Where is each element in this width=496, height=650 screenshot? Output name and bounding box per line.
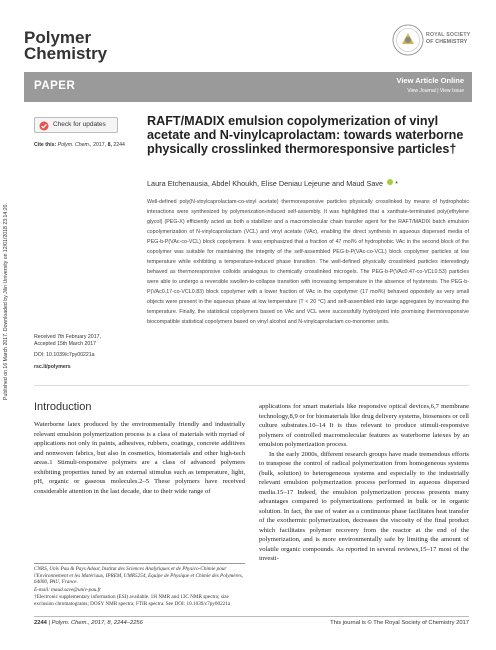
cite-year: 2017, [93, 142, 107, 148]
page-footer-left [34, 620, 143, 626]
journal-title-line1: Polymer [24, 28, 92, 47]
affiliation-note: CNRS, Univ Pau & Pays Adour, Institut des Sciences Analytiques et de Physico-Chimie pour l'Environnement et les Matériaux, IPREM, UMR5254, Equipe de Physique et Chimie des Polymères, 64000, PAU, France. [34, 566, 244, 585]
email-note[interactable]: E-mail: maud.save@univ-pau.fr [34, 586, 102, 593]
rsc-seal-icon [392, 24, 424, 56]
rsc-wordmark-line2: OF CHEMISTRY [426, 38, 468, 45]
section-bar [24, 72, 472, 102]
check-updates-icon [39, 121, 49, 131]
cite-volume: 8, [107, 142, 112, 148]
cite-label: Cite this: [34, 142, 57, 148]
footnotes [34, 566, 245, 608]
intro-paragraph-3: In the early 2000s, different research groups have made tremendous efforts to transpose the control of radical polymerization from homogeneous systems (bulk, solution) to heterogeneous systems and especially to the industrially relevant emulsion polymerization process performed in aqueous dispersed media.15–17 Indeed, the emulsion polymerization process presents many advantages compared to polymerizations performed in bulk or in organic solution. In fact, the use of water as a continuous phase facilitates heat transfer of the exothermic polymerization, decreases the viscosity of the final product which facilitates polymer recovery from the reactor at the end of the polymerization, and is more environmentally safe by limiting the amount of volatile organic compounds. As reported in several reviews,15–17 most of the investi- [259, 450, 469, 562]
corresponding-mark: * [395, 179, 399, 188]
cite-pages: 2244 [113, 142, 125, 148]
journal-title-line2: Chemistry [24, 44, 108, 63]
received-accepted [34, 334, 134, 347]
section-divider [34, 385, 469, 386]
journal-title [24, 30, 107, 62]
orcid-icon[interactable] [387, 179, 393, 185]
section-label: PAPER [34, 80, 76, 92]
accepted-date: Accepted 15th March 2017 [34, 340, 97, 347]
abstract: Well-defined poly(N-vinylcaprolactam-co-vinyl acetate) thermoresponsive particles physically crosslinked by means of hydrophobic interactions were synthesized by polymerization-induced self-assembly. It was highlighted that a xanthate-terminated poly(ethylene glycol) (PEG-X) efficiently acted as both a stabilizer and a macromolecular chain transfer agent for the RAFT/MADIX batch emulsion copolymerization of N-vinylcaprolactam (VCL) and vinyl acetate (VAc), enabling the direct synthesis in aqueous dispersed media of PEG-b-P(VAc-co-VCL) block copolymers. It was emphasized that a fraction of 47 mol% of hydrophobic VAc in the second block of the copolymer was suitable for maintaining the integrity of the self-assembled PEG-b-P(VAc-co-VCL) block copolymer particles at low temperature while exhibiting a temperature-induced phase transition. The well-defined physically crosslinked particles interestingly behaved as thermoresponsive colloids analogous to chemically crosslinked microgels. The PEG-b-P(VAc0.47-co-VCL0.53) particles were able to undergo a reversible swollen-to-collapse transition with increasing temperature in the absence of hysteresis. The PEG-b-P(VAc0.17-co-VCL0.83) block copolymer with a lower fraction of VAc in the copolymer (17 mol%) behaved oppositely as very small objects were present in the aqueous phase at low temperature (T < 20 °C) and self-assembled into large aggregates by increasing the temperature. Finally, the statistical copolymers based on VAc and VCL were successfully hydrolyzed into promising thermoresponsive biocompatible statistical copolymers based on vinyl alcohol and N-vinylcaprolactam co-monomer units. [147, 199, 469, 325]
footer-citation: Polym. Chem., 2017, 8, 2244–2256 [51, 620, 143, 626]
footer-separator: | [48, 620, 51, 626]
view-article-online-link[interactable]: View Article Online [396, 76, 464, 85]
rsc-wordmark [426, 32, 470, 45]
rsc-wordmark-line1: ROYAL SOCIETY [426, 32, 471, 38]
introduction-heading: Introduction [34, 401, 92, 413]
view-journal-issue-links[interactable]: View Journal | View Issue [407, 88, 464, 94]
footer-rule [34, 616, 469, 617]
cite-this [34, 142, 134, 149]
author-names: Laura Etchenausia, Abdel Khoukh, Elise Deniau Lejeune and Maud Save [147, 179, 384, 188]
download-stamp-text: Published on 16 March 2017. Downloaded by Jilin University on 12/01/2018 23:14:20. [3, 203, 9, 400]
page-number: 2244 [34, 620, 47, 626]
rsc-logo [392, 22, 472, 60]
intro-paragraph-2: applications for smart materials like responsive optical devices,6,7 membrane technology,8,9 or for biomaterials like drug delivery systems, biosensors or cell culture substrates.10–14 It is thus relevant to produce stimuli-responsive polymers of controlled macromolecular features as waterborne latexes by an emulsion polymerization process. [259, 403, 469, 448]
footnote-rule [34, 563, 245, 564]
check-for-updates-button[interactable] [34, 117, 118, 133]
copyright-notice: This journal is © The Royal Society of Chemistry 2017 [330, 620, 469, 626]
article-title: RAFT/MADIX emulsion copolymerization of vinyl acetate and N-vinylcaprolactam: towards waterborne physically crosslinked thermoresponsive particles† [147, 114, 464, 156]
intro-paragraph-1: Waterborne latex produced by the environmentally friendly and industrially relevant emulsion polymerization process is a class of materials with myriad of applications not only in paints, adhesives, rubbers, coatings, concrete additives and nonwoven fabrics, but also in cosmetics, biomaterials and other high-tech areas.1 Stimuli-responsive polymers are a class of advanced polymers exhibiting properties tuned by an external stimulus such as temperature, light, pH, organic or gaseous molecules.2–5 These polymers have received considerable attention in the last decade, due to their wide range of [34, 421, 245, 495]
download-stamp [3, 100, 13, 400]
esi-note: †Electronic supplementary information (ESI) available. 1H NMR and 13C NMR spectra; size exclusion chromatograms; DOSY NMR spectra; FTIR spectra. See DOI: 10.1039/c7py00221a [34, 594, 231, 607]
doi[interactable]: DOI: 10.1039/c7py00221a [34, 352, 95, 358]
received-date: Received 7th February 2017, [34, 334, 101, 340]
author-list [147, 179, 398, 188]
check-updates-label: Check for updates [53, 121, 106, 128]
cite-journal: Polym. Chem., [57, 142, 92, 148]
intro-column-1 [34, 420, 245, 496]
journal-short-link[interactable]: rsc.li/polymers [34, 364, 71, 370]
intro-column-2 [259, 402, 469, 564]
